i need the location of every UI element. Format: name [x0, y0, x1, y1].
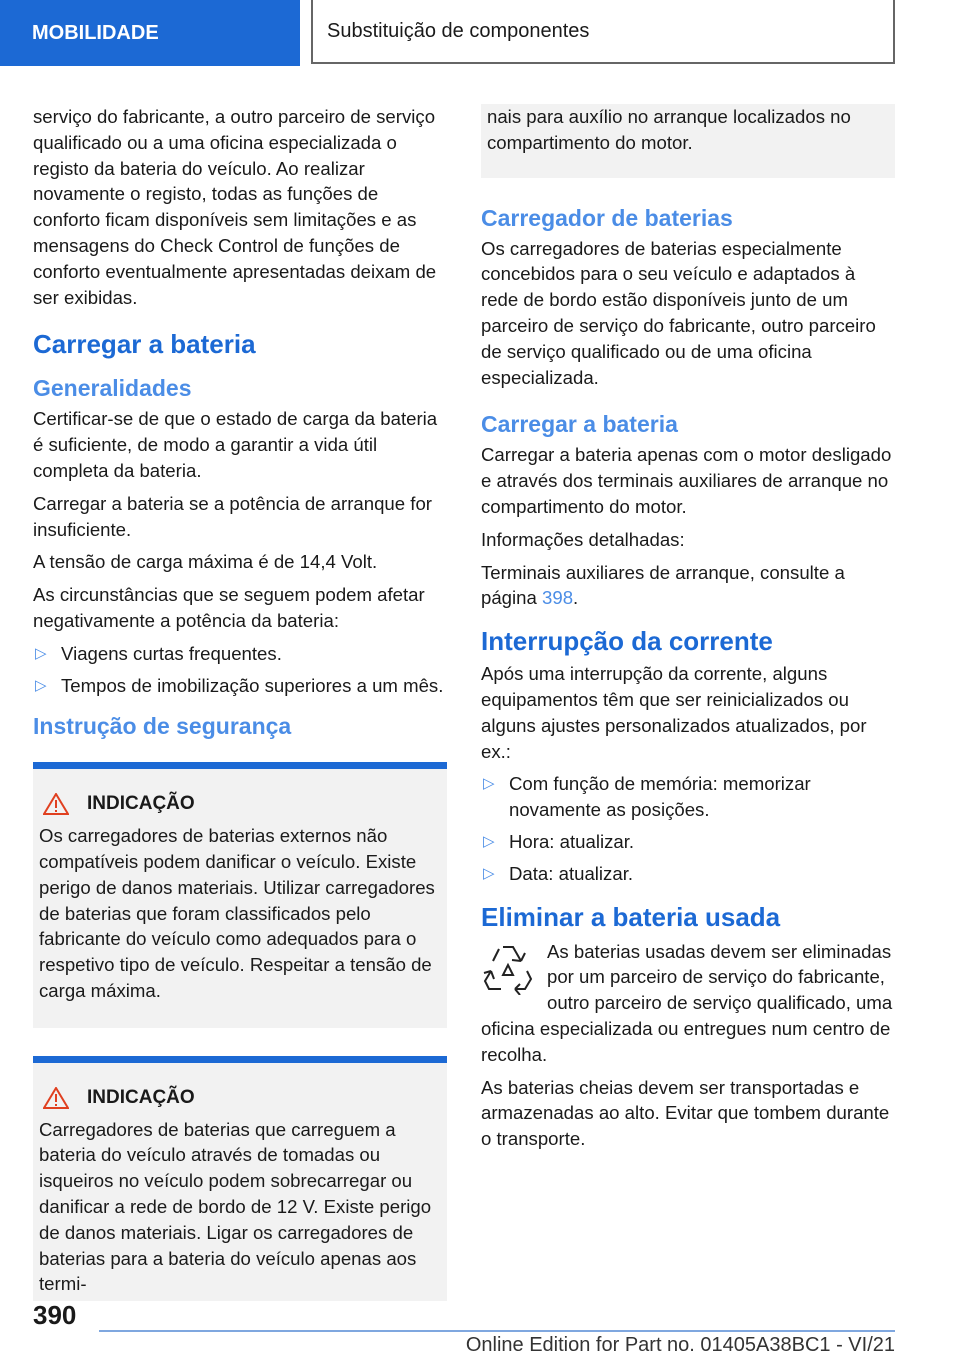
footer-divider	[99, 1330, 895, 1332]
paragraph-charge-procedure: Carregar a bateria apenas com o motor desligado e através dos terminais auxiliares de arranque no compartimento do motor.	[481, 444, 892, 517]
list-item: ▷ Hora: atualizar.	[481, 829, 895, 855]
paragraph-charge-state: Certificar-se de que o estado de carga da bateria é suficiente, de modo a garantir a vida útil completa da bateria.	[33, 408, 438, 481]
triangle-bullet-icon: ▷	[35, 644, 47, 662]
note-text: Carregadores de baterias que carreguem a bateria do veículo através de tomadas ou isqueiros no veículo podem sobrecarregar ou danificar a rede de bordo de 12 V. Existe perigo de danos materiais. Ligar os carregadores de baterias para a bateria do veículo apenas aos termi-	[39, 1118, 432, 1295]
warning-triangle-icon	[43, 793, 69, 815]
triangle-bullet-icon: ▷	[483, 864, 495, 882]
heading-dispose-battery: Eliminar a bateria usada	[481, 901, 781, 932]
heading-safety: Instrução de segurança	[33, 713, 292, 740]
page-reference-link[interactable]: 398	[542, 587, 574, 609]
heading-power-interruption: Interrupção da corrente	[481, 626, 773, 657]
paragraph-dispose: As baterias usadas devem ser eliminadas por um parceiro de serviço do fabricante, outro parceiro de serviço qualificado, uma oficina especializada ou entregues num centro de recolha.	[481, 940, 893, 1065]
left-column	[33, 104, 447, 1301]
list-item: ▷ Com função de memória: memorizar novamente as posições.	[483, 773, 811, 821]
note-title: INDICAÇÃO	[39, 1085, 441, 1111]
note-box	[33, 1056, 447, 1301]
paragraph-charger: Os carregadores de baterias especialmente concebidos para o seu veículo e adaptados à rede de bordo estão disponíveis junto de um parceiro de serviço do fabricante, outro parceiro de serviço qualificado ou de uma oficina especializada.	[481, 237, 876, 388]
note-text: nais para auxílio no arranque localizados no compartimento do motor.	[487, 106, 851, 153]
reset-list	[481, 771, 895, 886]
page-header	[0, 0, 960, 66]
heading-charger: Carregador de baterias	[481, 204, 733, 231]
heading-charge-battery: Carregar a bateria	[33, 329, 256, 360]
paragraph-info-label: Informações detalhadas:	[481, 528, 685, 550]
section-tab: MOBILIDADE	[0, 0, 300, 66]
triangle-bullet-icon: ▷	[483, 775, 495, 793]
paragraph-terminals: Terminais auxiliares de arranque, consulte a página 398.	[481, 561, 845, 609]
chapter-title: Substituição de componentes	[311, 0, 895, 64]
warning-triangle-icon	[43, 1087, 69, 1109]
note-continuation	[481, 104, 895, 178]
paragraph-circumstances: As circunstâncias que se seguem podem afetar negativamente a potência da bateria:	[33, 584, 425, 631]
intro-paragraph: serviço do fabricante, a outro parceiro de serviço qualificado ou a uma oficina especializada o registo da bateria do veículo. Ao realizar novamente o registo, todas as funções de conforto ficam disponíveis sem limitações e as mensagens do Check Control de funções de conforto eventualmente apresentadas deixam de ser exibidas.	[33, 106, 437, 308]
page-footer	[0, 1290, 960, 1362]
circumstances-list	[33, 641, 447, 699]
list-item: ▷ Tempos de imobilização superiores a um mês.	[33, 673, 447, 699]
paragraph-transport: As baterias cheias devem ser transportadas e armazenadas ao alto. Evitar que tombem durante o transporte.	[481, 1076, 890, 1150]
page-number: 390	[33, 1300, 77, 1330]
paragraph-start-power: Carregar a bateria se a potência de arranque for insuficiente.	[33, 492, 432, 540]
edition-text: Online Edition for Part no. 01405A38BC1 - VI/21	[465, 1334, 895, 1356]
paragraph-interruption: Após uma interrupção da corrente, alguns equipamentos têm que ser reinicializados ou alguns ajustes personalizados atualizados, por ex.:	[481, 663, 867, 762]
note-box	[33, 762, 447, 1027]
triangle-bullet-icon: ▷	[483, 832, 495, 850]
list-item: ▷ Viagens curtas frequentes.	[33, 641, 447, 667]
note-title: INDICAÇÃO	[39, 791, 441, 817]
triangle-bullet-icon: ▷	[35, 676, 47, 694]
paragraph-max-voltage: A tensão de carga máxima é de 14,4 Volt.	[33, 551, 378, 573]
heading-charge-battery-2: Carregar a bateria	[481, 411, 678, 438]
recycle-icon	[481, 941, 535, 995]
heading-general: Generalidades	[33, 375, 192, 402]
right-column	[481, 104, 895, 1159]
note-text: Os carregadores de baterias externos não compatíveis podem danificar o veículo. Existe perigo de danos materiais. Utilizar carregadores de baterias que foram classificados pelo fabricante do veículo como adequados para o respetivo tipo de veículo. Respeitar a tensão de carga máxima.	[39, 825, 435, 1001]
list-item: ▷ Data: atualizar.	[481, 861, 895, 887]
